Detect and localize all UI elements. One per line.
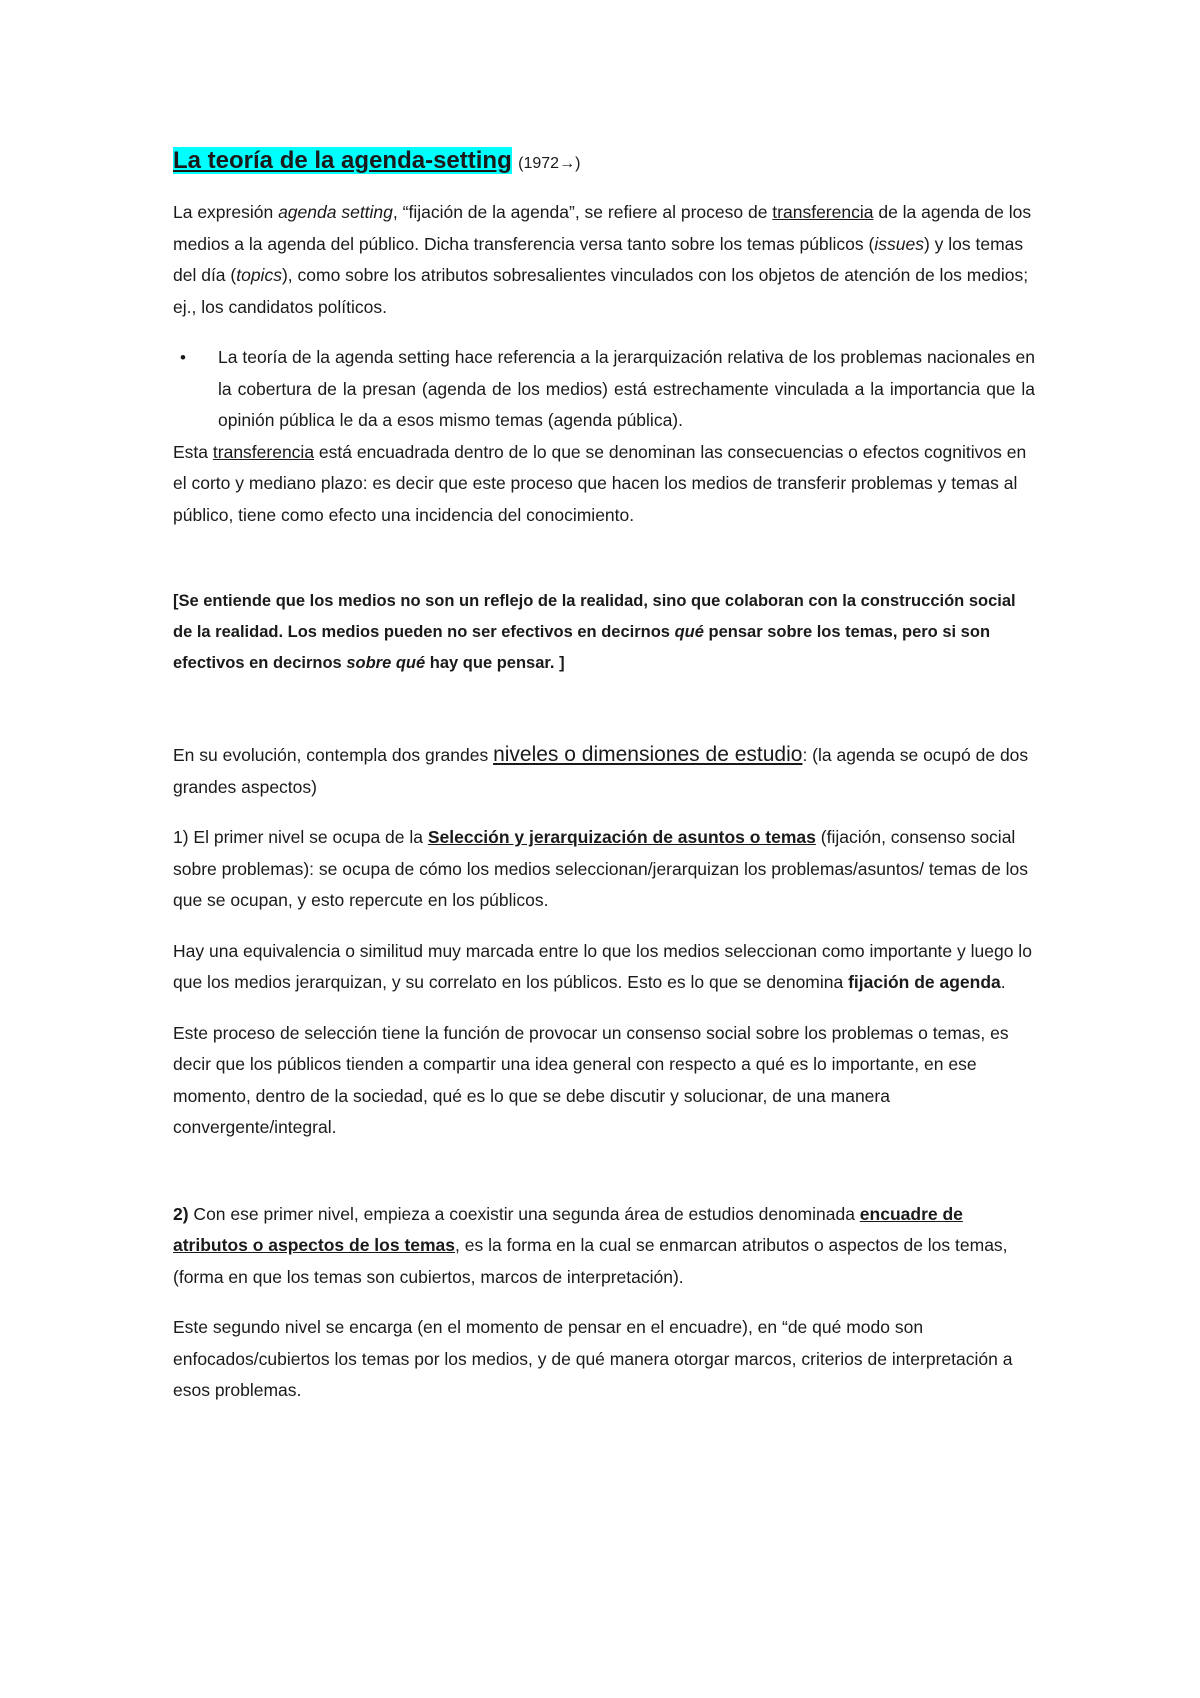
italic-term: topics <box>236 265 282 285</box>
bullet-text: La teoría de la agenda setting hace referencia a la jerarquización relativa de los problemas nacionales en la cobertura de la presan (agenda de los medios) está estrechamente vinculada a la importancia que la opinión pública le da a esos mismo temas (agenda pública). <box>218 347 1035 430</box>
italic-term: qué <box>674 623 704 641</box>
text-span: [Se entiende que los medios no son un reflejo de la realidad, sino que colaboran con la construcción social de la realidad. Los medios pueden no ser efectivos en decirnos <box>173 592 1016 641</box>
underlined-heading-term: niveles o dimensiones de estudio <box>493 743 803 766</box>
paragraph-first-level <box>173 822 1035 917</box>
paragraph-transfer <box>173 437 1035 532</box>
bold-underlined-term: Selección y jerarquización de asuntos o temas <box>427 827 816 847</box>
bold-term: fijación de agenda <box>848 972 1001 992</box>
bracketed-quote <box>173 586 1035 679</box>
text-span: hay que pensar. ] <box>425 654 565 672</box>
spacer <box>173 531 1035 586</box>
text-span: . <box>1000 972 1006 992</box>
text-span: 1) El primer nivel se ocupa de la <box>173 827 428 847</box>
bullet-icon: • <box>180 348 186 367</box>
paragraph-levels <box>173 739 1035 803</box>
text-span: ), como sobre los atributos sobresalientes vinculados con los objetos de atención de los medios; ej., los candidatos políticos. <box>173 265 1029 317</box>
document-body <box>173 143 1035 1407</box>
paragraph-equivalence <box>173 936 1035 999</box>
text-span: pensar sobre los temas, pero si son efectivos en decirnos <box>173 623 991 672</box>
text-span: : (la agenda se ocupó de dos grandes aspectos) <box>173 745 1029 797</box>
bold-underlined-term: encuadre de atributos o aspectos de los temas <box>173 1203 963 1255</box>
text-span: Esta <box>173 441 213 462</box>
italic-term: sobre qué <box>346 654 426 672</box>
title-year: (1972→) <box>518 155 581 172</box>
text-span: , “fijación de la agenda”, se refiere al proceso de <box>392 202 773 222</box>
document-title <box>173 143 1035 181</box>
text-span: Hay una equivalencia o similitud muy marcada entre lo que los medios seleccionan como importante y luego lo que los medios jerarquizan, y su correlato en los públicos. Esto es lo que se denomina <box>173 940 1032 992</box>
bullet-item <box>173 342 1035 437</box>
text-span: Con ese primer nivel, empieza a coexistir una segunda área de estudios denominada <box>188 1203 860 1224</box>
text-span: de la agenda de los medios a la agenda del público. Dicha transferencia versa tanto sobre los temas públicos ( <box>173 202 1032 254</box>
paragraph-definition <box>173 197 1035 323</box>
paragraph-selection-process: Este proceso de selección tiene la función de provocar un consenso social sobre los problemas o temas, es decir que los públicos tienden a compartir una idea general con respecto a qué es lo importante, en ese momento, dentro de la sociedad, qué es lo que se debe discutir y solucionar, de una manera convergente/integral. <box>173 1022 1009 1137</box>
paragraph-second-level <box>173 1199 1035 1294</box>
spacer <box>173 1144 1035 1199</box>
text-span: está encuadrada dentro de lo que se denominan las consecuencias o efectos cognitivos en el corto y mediano plazo: es decir que este proceso que hacen los medios de transferir problemas y temas al público, tiene como efecto una incidencia del conocimiento. <box>173 441 1027 525</box>
text-span: (fijación, consenso social sobre problemas): se ocupa de cómo los medios seleccionan/jerarquizan los problemas/asuntos/ temas de los que se ocupan, y esto repercute en los públicos. <box>173 827 1029 910</box>
underlined-term: transferencia <box>212 441 315 462</box>
text-span: ) y los temas del día ( <box>173 233 1024 285</box>
title-highlighted: La teoría de la agenda-setting <box>173 147 512 174</box>
text-span: En su evolución, contempla dos grandes <box>173 745 494 765</box>
bold-term: 2) <box>173 1203 189 1224</box>
underlined-term: transferencia <box>772 202 874 222</box>
italic-term: issues <box>874 233 924 254</box>
text-span: , es la forma en la cual se enmarcan atributos o aspectos de los temas, (forma en que los temas son cubiertos, marcos de interpretación). <box>173 1235 1008 1287</box>
paragraph-framing: Este segundo nivel se encarga (en el momento de pensar en el encuadre), en “de qué modo son enfocados/cubiertos los temas por los medios, y de qué manera otorgar marcos, criterios de interpretación a esos problemas. <box>173 1317 1013 1400</box>
spacer <box>173 679 1035 739</box>
text-span: La expresión <box>173 202 279 222</box>
italic-term: agenda setting <box>278 202 393 222</box>
